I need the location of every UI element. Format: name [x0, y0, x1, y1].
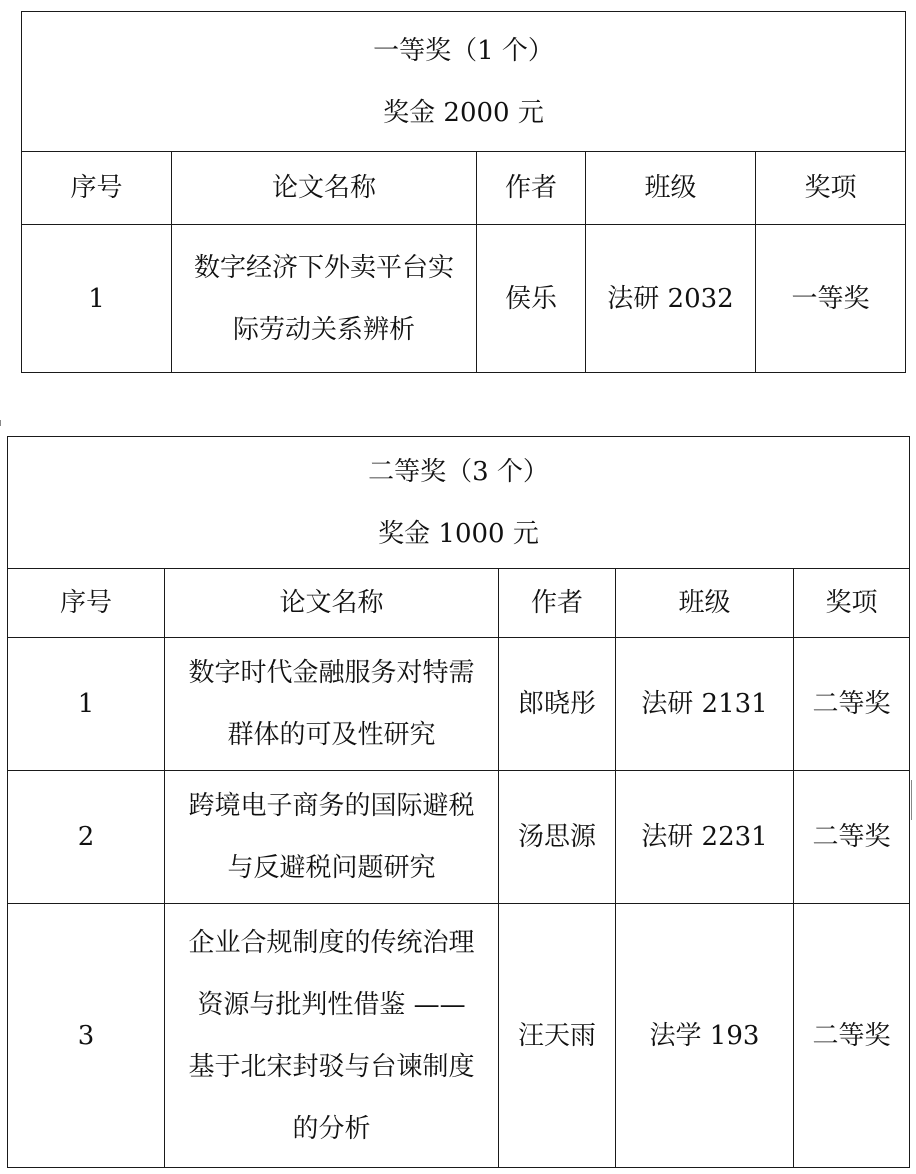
- paper-title-line: 群体的可及性研究: [227, 720, 436, 750]
- row-author: 侯乐: [477, 225, 586, 373]
- row-class: 法研 2131: [616, 638, 794, 771]
- table-row: [8, 771, 910, 904]
- row-paper-title: [165, 904, 499, 1168]
- prize-amount: 奖金 1000 元: [378, 518, 539, 549]
- header-award: 奖项: [756, 152, 906, 225]
- row-paper-title: [165, 771, 499, 904]
- header-index: 序号: [8, 569, 165, 638]
- table-move-handle-mark: [0, 420, 5, 426]
- row-award: 一等奖: [756, 225, 906, 373]
- prize-amount: 奖金 2000 元: [383, 97, 544, 128]
- table-row: [22, 225, 906, 373]
- award-level-title: 一等奖（1 个）: [373, 35, 554, 66]
- row-class: 法研 2231: [616, 771, 794, 904]
- table-title-row: [22, 12, 906, 152]
- table-edge-mark: [911, 780, 916, 820]
- header-paper-title: 论文名称: [172, 152, 477, 225]
- header-author: 作者: [477, 152, 586, 225]
- header-class: 班级: [616, 569, 794, 638]
- table-row: [8, 638, 910, 771]
- row-class: 法学 193: [616, 904, 794, 1168]
- paper-title-line: 际劳动关系辨析: [232, 314, 415, 345]
- row-award: 二等奖: [794, 904, 910, 1168]
- header-award: 奖项: [794, 569, 910, 638]
- award-level-title: 二等奖（3 个）: [368, 456, 549, 487]
- header-index: 序号: [22, 152, 172, 225]
- second-prize-table: [7, 436, 910, 1168]
- paper-title-line: 的分析: [292, 1113, 371, 1144]
- row-author: 汤思源: [499, 771, 616, 904]
- paper-title-line: 数字经济下外卖平台实: [193, 252, 454, 283]
- row-paper-title: [165, 638, 499, 771]
- row-index: 1: [22, 225, 172, 373]
- paper-title-line: 资源与批判性借鉴 ——: [197, 989, 466, 1020]
- header-row: [22, 152, 906, 225]
- table-row: [8, 904, 910, 1168]
- row-award: 二等奖: [794, 771, 910, 904]
- paper-title-line: 数字时代金融服务对特需: [188, 658, 475, 688]
- table-title-row: [8, 437, 910, 569]
- row-author: 汪天雨: [499, 904, 616, 1168]
- row-index: 1: [8, 638, 165, 771]
- paper-title-line: 企业合规制度的传统治理: [188, 927, 475, 958]
- paper-title-line: 跨境电子商务的国际避税: [188, 791, 475, 821]
- row-author: 郎晓彤: [499, 638, 616, 771]
- row-index: 3: [8, 904, 165, 1168]
- table-title-cell: [22, 12, 906, 152]
- row-index: 2: [8, 771, 165, 904]
- header-author: 作者: [499, 569, 616, 638]
- row-award: 二等奖: [794, 638, 910, 771]
- first-prize-table: [21, 11, 906, 373]
- table-title-cell: [8, 437, 910, 569]
- row-paper-title: [172, 225, 477, 373]
- header-row: [8, 569, 910, 638]
- paper-title-line: 基于北宋封驳与台谏制度: [188, 1051, 475, 1082]
- header-class: 班级: [586, 152, 756, 225]
- paper-title-line: 与反避税问题研究: [227, 853, 436, 883]
- row-class: 法研 2032: [586, 225, 756, 373]
- header-paper-title: 论文名称: [165, 569, 499, 638]
